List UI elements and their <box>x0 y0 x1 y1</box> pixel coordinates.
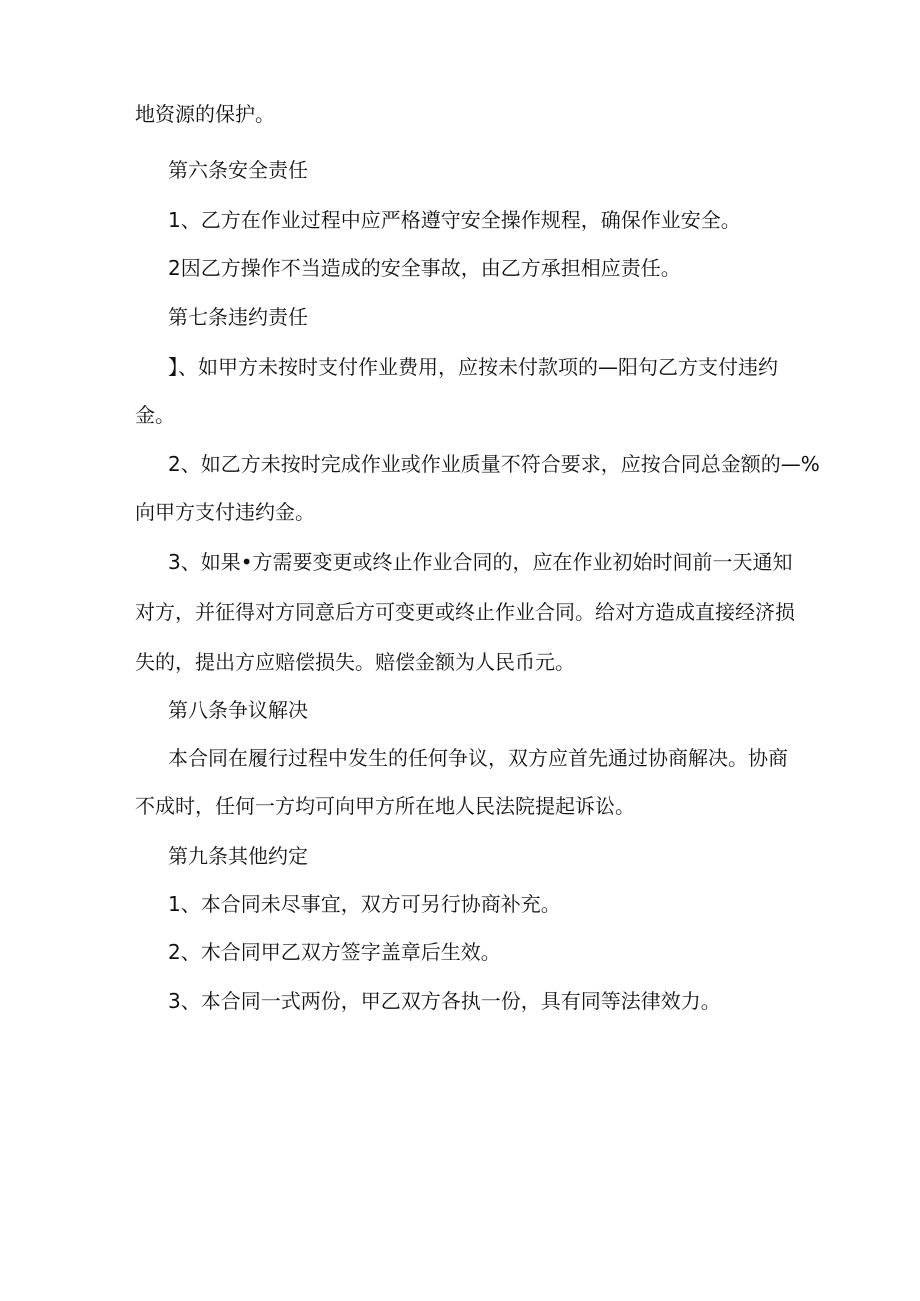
article-7-clause-1-line-2: 金。 <box>135 403 175 427</box>
article-9-clause-3: 3、本合同一式两份，甲乙双方各执一份，具有同等法律效力。 <box>168 989 721 1013</box>
article-7-clause-2-line-2: 向甲方支付违约金。 <box>135 500 315 524</box>
article-7-heading: 第七条违约责任 <box>168 305 308 329</box>
article-6-heading: 第六条安全责任 <box>168 158 308 182</box>
article-7-clause-1-line-1: 】、如甲方未按时支付作业费用，应按未付款项的—阳句乙方支付违约 <box>168 355 778 379</box>
article-8-body-line-1: 本合同在履行过程中发生的任何争议，双方应首先通过协商解决。协商 <box>168 746 788 770</box>
article-9-clause-1: 1、本合同未尽事宜，双方可另行协商补充。 <box>168 892 561 916</box>
paragraph-continuation-line: 地资源的保护。 <box>135 102 275 126</box>
article-7-clause-2-line-1: 2、如乙方未按时完成作业或作业质量不符合要求，应按合同总金额的—% <box>168 452 820 476</box>
article-6-clause-1: 1、乙方在作业过程中应严格遵守安全操作规程，确保作业安全。 <box>168 208 741 232</box>
article-9-heading: 第九条其他约定 <box>168 844 308 868</box>
article-8-heading: 第八条争议解决 <box>168 698 308 722</box>
article-8-body-line-2: 不成时，任何一方均可向甲方所在地人民法院提起诉讼。 <box>135 794 635 818</box>
article-7-clause-3-line-1: 3、如果•方需要变更或终止作业合同的，应在作业初始时间前一天通知 <box>168 550 793 574</box>
article-7-clause-3-line-3: 失的，提出方应赔偿损失。赔偿金额为人民币元。 <box>135 650 575 674</box>
article-7-clause-3-line-2: 对方，并征得对方同意后方可变更或终止作业合同。给对方造成直接经济损 <box>135 600 795 624</box>
article-9-clause-2: 2、木合同甲乙双方签字盖章后生效。 <box>168 940 501 964</box>
article-6-clause-2: 2因乙方操作不当造成的安全事故，由乙方承担相应责任。 <box>168 256 681 280</box>
